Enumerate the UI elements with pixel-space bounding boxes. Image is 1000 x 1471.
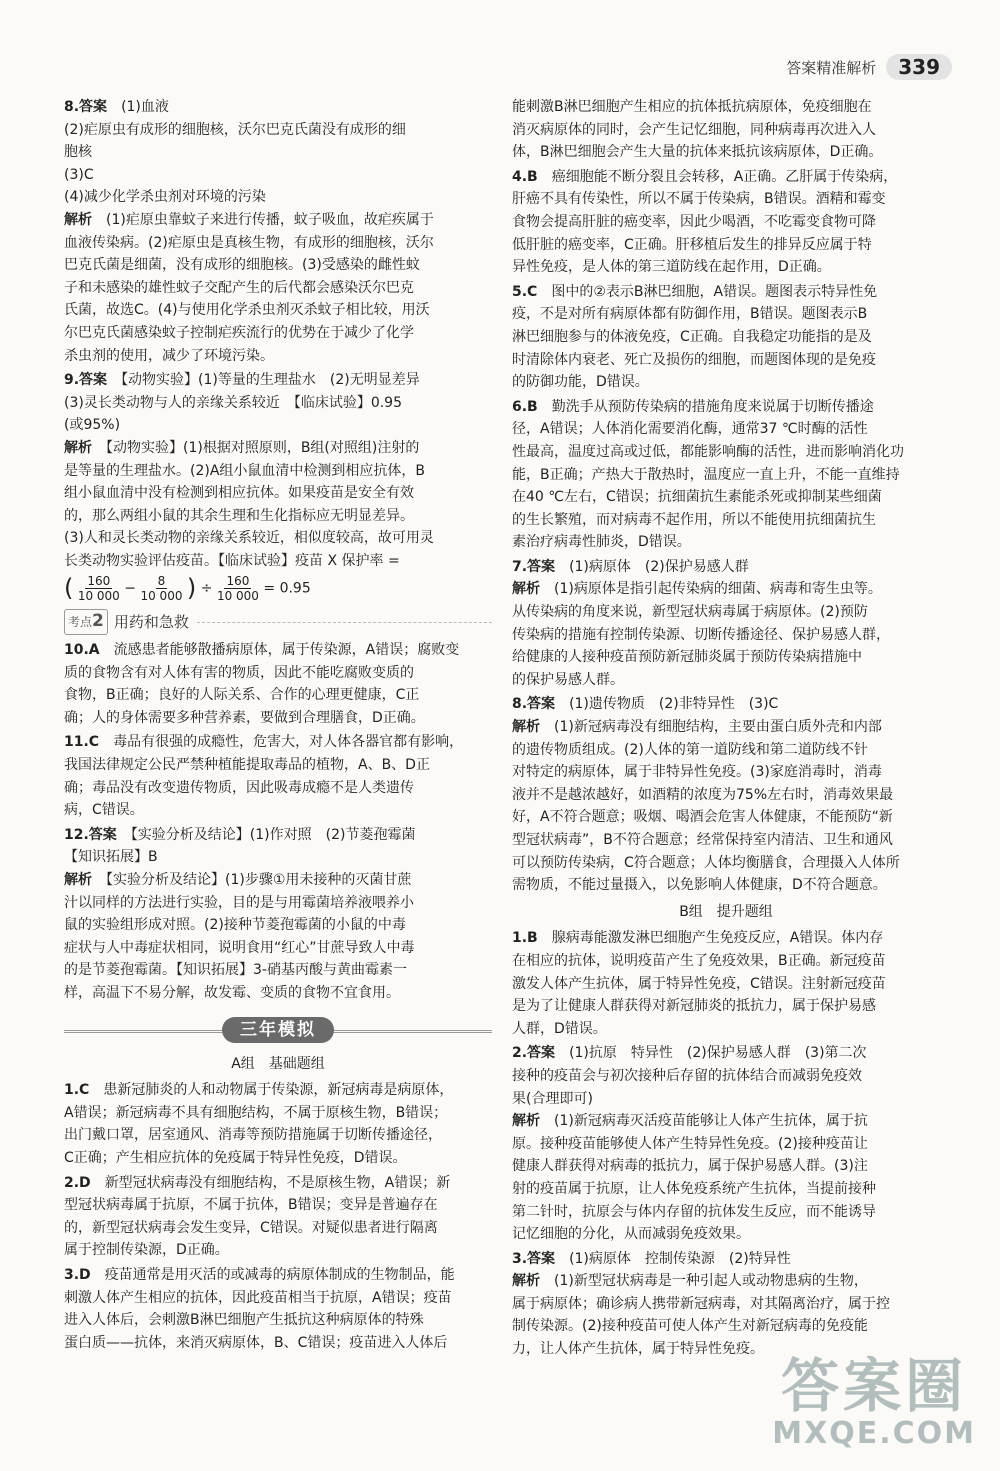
answer-text: 果(合理即可) xyxy=(512,1090,593,1107)
answer-text: 确；人的身体需要多种营养素，要做到合理膳食，D正确。 xyxy=(64,709,425,726)
answer-text: 勤洗手从预防传染病的措施角度来说属于切断传播途 xyxy=(551,398,874,415)
analysis-text: 巴克氏菌是细菌，没有成形的细胞核。(3)受感染的雌性蚊 xyxy=(64,257,420,274)
group-b-heading: B组 提升题组 xyxy=(679,903,773,920)
analysis-text: 记忆细胞的分化，从而减弱免疫效果。 xyxy=(512,1226,750,1243)
answer-text: 人群，D错误。 xyxy=(512,1020,607,1037)
answer-a5 xyxy=(512,281,940,394)
answer-text: 癌细胞能不断分裂且会转移，A正确。乙肝属于传染病， xyxy=(551,168,898,185)
answer-text: 蛋白质——抗体，来消灭病原体，B、C错误；疫苗进入人体后 xyxy=(64,1334,448,1351)
analysis-text: 属于病原体；确诊病人携带新冠病毒，对其隔离治疗，属于控 xyxy=(512,1295,890,1312)
answer-text: 型冠状病毒属于抗原，不属于抗体，B错误；变异是普遍存在 xyxy=(64,1197,438,1214)
fraction: $\frac{160}{10 000}$ xyxy=(216,574,259,604)
answer-text: 的，新型冠状病毒会发生变异，C错误。对疑似患者进行隔离 xyxy=(64,1219,438,1236)
answer-12 xyxy=(64,824,492,1005)
analysis-text: 从传染病的角度来说，新型冠状病毒属于病原体。(2)预防 xyxy=(512,604,868,621)
answer-text: 胞核 xyxy=(64,144,92,161)
answer-text: (3)灵长类动物与人的亲缘关系较近 【临床试验】0.95 xyxy=(64,394,403,411)
answer-number: 1.C xyxy=(64,1082,90,1099)
answer-text: 性最高，温度过高或过低，都能影响酶的活性，进而影响消化功 xyxy=(512,443,904,460)
answer-number: 9.答案 xyxy=(64,372,108,389)
answer-text: 新型冠状病毒没有细胞结构，不是原核生物，A错误；新 xyxy=(104,1174,451,1191)
fraction: $\frac{8}{10 000}$ xyxy=(140,574,183,604)
three-year-banner xyxy=(64,1015,492,1047)
answer-text: 时清除体内衰老、死亡及损伤的细胞，而题图体现的是免疫 xyxy=(512,351,876,368)
analysis-text: 可以预防传染病，C符合题意；人体均衡膳食，合理摄入人体所 xyxy=(512,854,900,871)
analysis-text: 症状与人中毒症状相同，说明食用“红心”甘蔗导致人中毒 xyxy=(64,939,415,956)
answer-number: 8.答案 xyxy=(64,99,108,115)
analysis-text: 长类动物实验评估疫苗。【临床试验】疫苗 X 保护率 = xyxy=(64,552,400,569)
answer-number: 5.C xyxy=(512,283,538,300)
answer-text: 质的食物含有对人体有害的物质，因此不能吃腐败变质的 xyxy=(64,664,414,681)
protection-rate-formula xyxy=(64,574,492,603)
answer-a7 xyxy=(512,556,940,692)
answer-number: 4.B xyxy=(512,168,538,185)
answer-b3 xyxy=(512,1248,940,1361)
answer-number: 10.A xyxy=(64,642,100,659)
answer-text: 的防御功能，D错误。 xyxy=(512,374,649,391)
section-title: 用药和急救 xyxy=(113,612,189,631)
answer-text: 图中的②表示B淋巴细胞，A错误。题图表示特异性免 xyxy=(551,283,878,300)
analysis-text: 尔巴克氏菌感染蚊子控制疟疾流行的优势在于减少了化学 xyxy=(64,324,414,341)
answer-number: 12.答案 xyxy=(64,826,117,843)
answer-text: 肝癌不具有传染性，所以不属于传染病，B错误。酒精和霉变 xyxy=(512,191,886,208)
answer-text: (1)抗原 特异性 (2)保护易感人群 (3)第二次 xyxy=(569,1045,867,1062)
answer-text: 确；毒品没有改变遗传物质，因此吸毒成瘾不是人类遗传 xyxy=(64,779,414,796)
analysis-label: 解析 xyxy=(512,1113,540,1130)
answer-8 xyxy=(64,96,492,367)
analysis-text: (1)新冠病毒没有细胞结构，主要由蛋白质外壳和内部 xyxy=(554,719,882,736)
answer-text: 激发人体产生抗体，属于特异性免疫，C错误。注射新冠疫苗 xyxy=(512,975,886,992)
page-number: 339 xyxy=(886,54,952,80)
analysis-text: 鼠的实验组形成对照。(2)接种节菱孢霉菌的小鼠的中毒 xyxy=(64,917,406,934)
answer-text: 素治疗病毒性肺炎，D错误。 xyxy=(512,534,691,551)
analysis-label: 解析 xyxy=(512,719,540,736)
answer-text: 病，C错误。 xyxy=(64,802,144,819)
answer-text: 径，A错误；人体消化需要消化酶，通常37 ℃时酶的活性 xyxy=(512,421,868,438)
answer-text: (1)血液 xyxy=(121,99,169,115)
answer-a3 xyxy=(64,1264,492,1354)
answer-b2 xyxy=(512,1042,940,1245)
answer-text: 【动物实验】(1)等量的生理盐水 (2)无明显差异 xyxy=(121,372,420,389)
answer-number: 3.D xyxy=(64,1266,91,1283)
analysis-text: 液并不是越浓越好，如酒精的浓度为75%左右时，消毒效果最 xyxy=(512,786,894,803)
answer-text: 流感患者能够散播病原体，属于传染源，A错误；腐败变 xyxy=(113,642,460,659)
analysis-text: 传染病的措施有控制传染源、切断传播途径、保护易感人群， xyxy=(512,626,890,643)
analysis-text: (1)病原体是指引起传染病的细菌、病毒和寄生虫等。 xyxy=(554,581,882,598)
analysis-text: 的，那么两组小鼠的其余生理和生化指标应无明显差异。 xyxy=(64,507,414,524)
analysis-text: 原。接种疫苗能够使人体产生特异性免疫。(2)接种疫苗让 xyxy=(512,1135,868,1152)
answer-a4 xyxy=(512,166,940,279)
answer-text: 能，B正确；产热大于散热时，温度应一直上升，不能一直维持 xyxy=(512,466,900,483)
answer-text: (1)病原体 (2)保护易感人群 xyxy=(569,558,749,575)
answer-b1 xyxy=(512,927,940,1040)
analysis-text: 健康人群获得对病毒的抵抗力，属于保护易感人群。(3)注 xyxy=(512,1158,868,1175)
answer-text: 属于控制传染源，D正确。 xyxy=(64,1242,229,1259)
section-tag: 考点2 xyxy=(64,609,108,635)
analysis-text: 第二针时，抗原会与体内存留的抗体发生反应，而不能诱导 xyxy=(512,1203,876,1220)
group-a-heading: A组 基础题组 xyxy=(231,1055,325,1072)
answer-10 xyxy=(64,639,492,729)
answer-text: (1)病原体 控制传染源 (2)特异性 xyxy=(569,1250,791,1267)
analysis-label: 解析 xyxy=(64,439,92,456)
watermark-url: MXQE.COM xyxy=(772,1416,976,1451)
analysis-text: 的是节菱孢霉菌。【知识拓展】3-硝基丙酸与黄曲霉素一 xyxy=(64,962,407,979)
page-header xyxy=(786,52,952,82)
analysis-text: (3)人和灵长类动物的亲缘关系较近，相似度较高，故可用灵 xyxy=(64,530,434,547)
analysis-label: 解析 xyxy=(64,872,92,888)
answer-text: 消灭病原体的同时，会产生记忆细胞，同种病毒再次进入人 xyxy=(512,121,876,138)
answer-number: 2.答案 xyxy=(512,1045,556,1062)
analysis-text: 需物质，不能过量摄入，以免影响人体健康，D不符合题意。 xyxy=(512,877,887,894)
analysis-text: 力，让人体产生抗体，属于特异性免疫。 xyxy=(512,1341,764,1358)
analysis-text: (1)新型冠状病毒是一种引起人或动物患病的生物， xyxy=(554,1273,868,1290)
paren: ) xyxy=(186,574,197,603)
answer-text: 是为了让健康人群获得对新冠肺炎的抵抗力，属于保护易感 xyxy=(512,998,876,1015)
left-column xyxy=(64,96,492,1356)
answer-text: (或95%) xyxy=(64,417,121,434)
answer-text: 【实验分析及结论】(1)作对照 (2)节菱孢霉菌 xyxy=(130,826,416,843)
banner-title: 三年模拟 xyxy=(222,1017,334,1044)
answer-text: 接种的疫苗会与初次接种后存留的抗体结合而减弱免疫效 xyxy=(512,1067,862,1084)
analysis-text: (1)新冠病毒灭活疫苗能够让人体产生抗体，属于抗 xyxy=(554,1113,868,1130)
analysis-text: 型冠状病毒”，B不符合题意；经常保持室内清洁、卫生和通风 xyxy=(512,832,893,848)
analysis-text: (1)疟原虫靠蚊子来进行传播，蚊子吸血，故疟疾属于 xyxy=(106,211,434,228)
divider xyxy=(197,622,492,623)
answer-text: (4)减少化学杀虫剂对环境的污染 xyxy=(64,189,266,206)
analysis-text: 组小鼠血清中没有检测到相应抗体。如果疫苗是安全有效 xyxy=(64,485,414,502)
answer-text: (1)遗传物质 (2)非特异性 (3)C xyxy=(569,696,779,713)
answer-text: (2)疟原虫有成形的细胞核，沃尔巴克氏菌没有成形的细 xyxy=(64,121,406,138)
formula-result: = 0.95 xyxy=(263,580,311,597)
answer-number: 8.答案 xyxy=(512,696,556,713)
analysis-text: 是等量的生理盐水。(2)A组小鼠血清中检测到相应抗体，B xyxy=(64,462,426,479)
analysis-text: 子和未感染的雄性蚊子交配产生的后代都会感染沃尔巴克 xyxy=(64,279,414,296)
analysis-label: 解析 xyxy=(512,1273,540,1290)
answer-text: 毒品有很强的成瘾性，危害大，对人体各器官都有影响， xyxy=(113,734,464,751)
answer-text: 疫，不是对所有病原体都有防御作用，B错误。题图表示B xyxy=(512,306,868,323)
answer-number: 11.C xyxy=(64,734,100,751)
answer-text: 食物会提高肝脏的癌变率，因此少喝酒，不吃霉变食物可降 xyxy=(512,213,876,230)
answer-text: 在相应的抗体，说明疫苗产生了免疫效果，B正确。新冠疫苗 xyxy=(512,952,886,969)
analysis-text: 好，A不符合题意；吸烟、喝酒会危害人体健康，不能预防“新 xyxy=(512,809,893,826)
answer-text: A错误；新冠病毒不具有细胞结构，不属于原核生物，B错误； xyxy=(64,1104,448,1121)
watermark-seal: 答案圈 xyxy=(781,1352,968,1420)
answer-number: 7.答案 xyxy=(512,558,556,575)
answer-text: 腺病毒能激发淋巴细胞产生免疫反应，A错误。体内存 xyxy=(551,930,884,947)
analysis-text: 【实验分析及结论】(1)步骤①用未接种的灭菌甘蔗 xyxy=(106,872,412,888)
answer-text: 在40 ℃左右，C错误；抗细菌抗生素能杀死或抑制某些细菌 xyxy=(512,489,882,506)
right-column xyxy=(512,96,940,1363)
answer-text: 的生长繁殖，而对病毒不起作用，所以不能使用抗细菌抗生 xyxy=(512,511,876,528)
analysis-text: 汁以同样的方法进行实验，目的是与用霉菌培养液喂养小 xyxy=(64,894,414,911)
analysis-text: 给健康的人接种疫苗预防新冠肺炎属于预防传染病措施中 xyxy=(512,649,862,666)
answer-text: 【知识拓展】B xyxy=(64,849,158,866)
answer-text: 我国法律规定公民严禁种植能提取毒品的植物，A、B、D正 xyxy=(64,757,430,774)
answer-text: 患新冠肺炎的人和动物属于传染源，新冠病毒是病原体， xyxy=(103,1082,454,1099)
answer-text: 刺激人体产生相应的抗体，因此疫苗相当于抗原，A错误；疫苗 xyxy=(64,1289,452,1306)
answer-text: 进入人体后，会刺激B淋巴细胞产生抵抗这种病原体的特殊 xyxy=(64,1312,424,1329)
analysis-text: 的保护易感人群。 xyxy=(512,671,624,688)
watermark-logo xyxy=(772,1352,976,1451)
answer-11 xyxy=(64,731,492,821)
answer-a3-continued xyxy=(512,96,940,164)
minus-sign: − xyxy=(124,580,137,597)
analysis-text: 血液传染病。(2)疟原虫是真核生物，有成形的细胞核，沃尔 xyxy=(64,234,434,251)
answer-number: 3.答案 xyxy=(512,1250,556,1267)
answer-text: C正确；产生相应抗体的免疫属于特异性免疫，D错误。 xyxy=(64,1149,407,1166)
analysis-text: 【动物实验】(1)根据对照原则，B组(对照组)注射的 xyxy=(106,439,420,456)
answer-text: (3)C xyxy=(64,166,94,183)
analysis-text: 对特定的病原体，属于非特异性免疫。(3)家庭消毒时，消毒 xyxy=(512,764,882,781)
paren: ( xyxy=(64,574,74,603)
analysis-label: 解析 xyxy=(64,211,92,228)
answer-a8 xyxy=(512,693,940,896)
answer-text: 食物，B正确；良好的人际关系、合作的心理更健康，C正 xyxy=(64,687,420,704)
analysis-text: 制传染源。(2)接种疫苗可使人体产生对新冠病毒的免疫能 xyxy=(512,1318,868,1335)
analysis-text: 射的疫苗属于抗原，让人体免疫系统产生抗体，当提前接种 xyxy=(512,1180,876,1197)
answer-a6 xyxy=(512,396,940,554)
answer-number: 1.B xyxy=(512,930,538,947)
answer-text: 淋巴细胞参与的体液免疫，C正确。自我稳定功能指的是及 xyxy=(512,328,872,345)
analysis-text: 样，高温下不易分解，故发霉、变质的食物不宜食用。 xyxy=(64,984,400,1001)
answer-text: 低肝脏的癌变率，C正确。肝移植后发生的排异反应属于特 xyxy=(512,236,872,253)
analysis-text: 氏菌，故选C。(4)与使用化学杀虫剂灭杀蚊子相比较，用沃 xyxy=(64,302,430,319)
running-title: 答案精准解析 xyxy=(786,58,877,77)
answer-text: 异性免疫，是人体的第三道防线在起作用，D正确。 xyxy=(512,259,831,276)
answer-9 xyxy=(64,369,492,603)
divide-sign: ÷ xyxy=(200,580,213,597)
answer-a1 xyxy=(64,1079,492,1169)
answer-text: 体，B淋巴细胞会产生大量的抗体来抵抗该病原体，D正确。 xyxy=(512,144,883,161)
section-heading xyxy=(64,609,492,635)
answer-a2 xyxy=(64,1172,492,1262)
analysis-label: 解析 xyxy=(512,581,540,598)
analysis-text: 杀虫剂的使用，减少了环境污染。 xyxy=(64,347,274,364)
analysis-text: 的遗传物质组成。(2)人体的第一道防线和第二道防线不针 xyxy=(512,741,868,758)
answer-text: 出门戴口罩，居室通风、消毒等预防措施属于切断传播途径， xyxy=(64,1127,442,1144)
answer-number: 2.D xyxy=(64,1174,91,1191)
answer-text: 疫苗通常是用灭活的或减毒的病原体制成的生物制品，能 xyxy=(104,1266,455,1283)
answer-text: 能刺激B淋巴细胞产生相应的抗体抵抗病原体，免疫细胞在 xyxy=(512,99,872,115)
answer-number: 6.B xyxy=(512,398,538,415)
fraction: $\frac{160}{10 000}$ xyxy=(77,574,120,604)
